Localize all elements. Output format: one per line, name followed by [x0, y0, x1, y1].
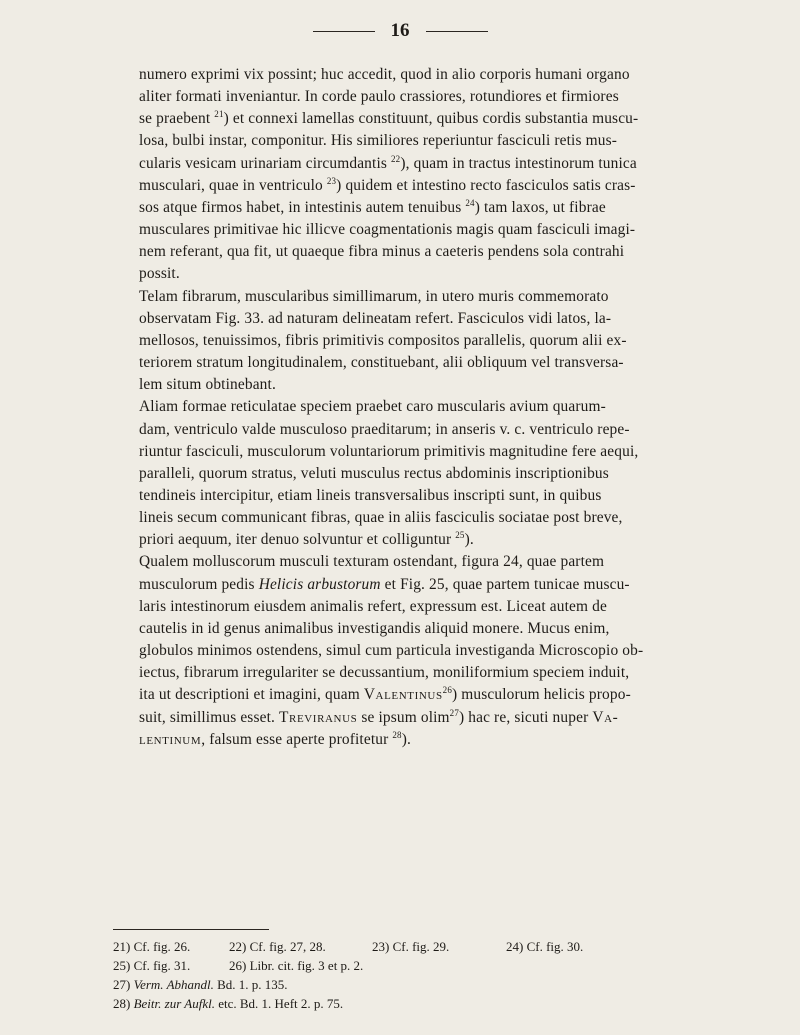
footnote-row [113, 956, 713, 975]
line-text: cularis vesicam urinariam circumdantis [139, 154, 392, 172]
line-text: globulos minimos ostendens, simul cum particula investiganda Microscopio ob- [139, 642, 644, 660]
footnote: 22) Cf. fig. 27, 28. [229, 939, 326, 954]
text-line [113, 374, 752, 396]
footnote-title: Beitr. zur Aufkl. [133, 996, 215, 1011]
line-text: nem referant, qua fit, ut quaeque fibra minus a caeteris pendens sola contrahi [139, 243, 625, 261]
footnotes [113, 937, 713, 1013]
line-text: aliter formati inveniantur. In corde paulo crassiores, rotundiores et firmiores [139, 88, 619, 106]
line-text: se ipsum olim [357, 708, 450, 726]
footnote-ref: 27 [449, 707, 459, 718]
text-line [113, 684, 752, 706]
footnote-ref: 24 [465, 197, 475, 208]
line-text: sos atque firmos habet, in intestinis autem tenuibus [139, 198, 466, 216]
line-text: lem situm obtinebant. [139, 376, 276, 394]
line-text: ) musculorum helicis propo- [451, 686, 631, 704]
text-line [113, 153, 752, 175]
line-text: iectus, fibrarum irregulariter se decussantium, moniliformium speciem induit, [139, 664, 630, 682]
line-text: Telam fibrarum, muscularibus simillimarum, in utero muris commemorato [139, 287, 609, 305]
line-text: riuntur fasciculi, musculorum voluntariorum primitivis magnitudine fere aequi, [139, 442, 639, 460]
line-text: ). [464, 531, 474, 549]
line-text: Aliam formae reticulatae speciem praebet caro muscularis avium quarum- [139, 398, 606, 416]
italic-species-name: Helicis arbustorum [258, 575, 381, 593]
paragraph [113, 286, 752, 397]
line-text: ) hac re, sicuti nuper [458, 708, 593, 726]
text-line [113, 396, 752, 418]
line-text: possit. [139, 265, 180, 283]
text-line [113, 86, 752, 108]
author-name: Treviranus [279, 708, 358, 726]
line-text: ) et connexi lamellas constituunt, quibus cordis substantia muscu- [223, 110, 639, 128]
header-rule-left [313, 31, 375, 32]
footnote-ref: 23 [326, 175, 337, 186]
page-number: 16 [390, 20, 410, 41]
footnote-row [113, 994, 713, 1013]
footnote: 26) Libr. cit. fig. 3 et p. 2. [229, 958, 364, 973]
paragraph [113, 396, 752, 551]
line-text: musculorum pedis [139, 575, 259, 593]
footnote: 27) Verm. Abhandl. Bd. 1. p. 135. [113, 977, 288, 992]
text-line [113, 507, 752, 529]
line-text: musculares primitivae hic illicve coagmentationis magis quam fasciculi imagi- [139, 221, 636, 239]
line-text: paralleli, quorum stratus, veluti musculus rectus abdominis inscriptionibus [139, 464, 609, 482]
author-name: Valentinus [363, 686, 443, 704]
footnote-title: Verm. Abhandl. [133, 977, 214, 992]
line-text: musculari, quae in ventriculo [139, 176, 327, 194]
line-text: ). [401, 730, 411, 748]
line-text: observatam Fig. 33. ad naturam delineatam refert. Fasciculos vidi latos, la- [139, 309, 612, 327]
text-line [113, 640, 752, 662]
footnote-row [113, 937, 713, 956]
text-line [113, 308, 752, 330]
text-line [113, 551, 752, 573]
text-line [113, 64, 752, 86]
body-text [113, 64, 752, 751]
text-line [113, 197, 752, 219]
line-text: , falsum esse aperte profitetur [201, 730, 393, 748]
text-line [113, 485, 752, 507]
line-text: priori aequum, iter denuo solvuntur et colliguntur [139, 531, 456, 549]
line-text: et Fig. 25, quae partem tunicae muscu- [380, 575, 630, 593]
line-text: losa, bulbi instar, componitur. His similiores reperiuntur fasciculi retis mus- [139, 132, 618, 150]
line-text: mellosos, tenuissimos, fibris primitivis compositos parallelis, quorum alii ex- [139, 331, 627, 349]
paragraph [113, 64, 752, 286]
text-line [113, 219, 752, 241]
text-line [113, 108, 752, 130]
author-name: lentinum [139, 730, 202, 748]
text-line [113, 707, 752, 729]
page-header [0, 20, 800, 42]
line-text: ), quam in tractus intestinorum tunica [400, 154, 637, 172]
footnote-ref: 22 [391, 153, 401, 164]
line-text: suit, simillimus esset. [139, 708, 279, 726]
line-text: lineis secum communicant fibras, quae in aliis fasciculis sociatae post breve, [139, 509, 623, 527]
line-text: dam, ventriculo valde musculoso praeditarum; in anseris v. c. ventriculo repe- [139, 420, 630, 438]
author-name: Va- [592, 708, 619, 726]
line-text: Qualem molluscorum musculi texturam ostendant, figura 24, quae partem [139, 553, 605, 571]
text-line [113, 419, 752, 441]
footnote: 21) Cf. fig. 26. [113, 939, 191, 954]
footnote: 28) Beitr. zur Aufkl. etc. Bd. 1. Heft 2. p. 75. [113, 996, 344, 1011]
line-text: laris intestinorum eiusdem animalis refert, expressum est. Liceat autem de [139, 597, 607, 615]
line-text: ita ut descriptioni et imagini, quam [139, 686, 364, 704]
paragraph [113, 551, 752, 750]
footnote-rule [113, 929, 269, 930]
text-line [113, 352, 752, 374]
text-line [113, 130, 752, 152]
text-line [113, 574, 752, 596]
footnote: 24) Cf. fig. 30. [506, 939, 584, 954]
footnote-row [113, 975, 713, 994]
text-line [113, 596, 752, 618]
line-text: cautelis in id genus animalibus investigandis aliquid monere. Mucus enim, [139, 619, 610, 637]
text-line [113, 463, 752, 485]
text-line [113, 618, 752, 640]
text-line [113, 175, 752, 197]
footnote: 23) Cf. fig. 29. [372, 939, 450, 954]
line-text: numero exprimi vix possint; huc accedit, quod in alio corporis humani organo [139, 66, 630, 83]
line-text: teriorem stratum longitudinalem, constituebant, alii obliquum vel transversa- [139, 354, 624, 372]
line-text: ) tam laxos, ut fibrae [474, 198, 606, 216]
line-text: se praebent [139, 110, 215, 128]
footnote-ref: 26 [442, 685, 452, 696]
footnote: 25) Cf. fig. 31. [113, 958, 191, 973]
footnote-ref: 21 [214, 109, 224, 120]
text-line [113, 662, 752, 684]
text-line [113, 529, 752, 551]
footnote-ref: 28 [392, 729, 402, 740]
text-line [113, 263, 752, 285]
line-text: ) quidem et intestino recto fasciculos satis cras- [336, 176, 636, 194]
text-line [113, 330, 752, 352]
footnote-ref: 25 [455, 530, 465, 541]
text-line [113, 286, 752, 308]
text-line [113, 729, 752, 751]
line-text: tendineis intercipitur, etiam lineis transversalibus inscripti sunt, in quibus [139, 486, 602, 504]
header-rule-right [426, 31, 488, 32]
text-line [113, 241, 752, 263]
text-line [113, 441, 752, 463]
